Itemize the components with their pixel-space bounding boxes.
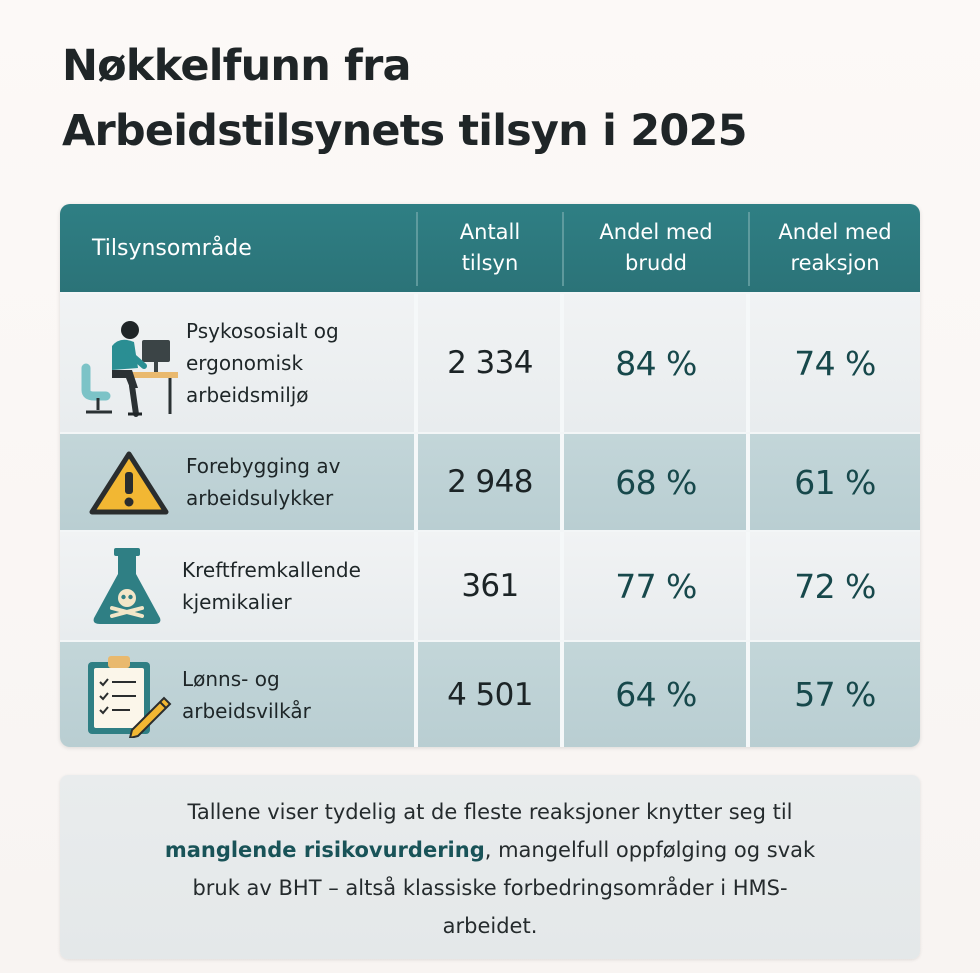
reaction-value: 57 % (794, 675, 876, 714)
warning-triangle-icon (88, 450, 170, 516)
table-row (60, 530, 920, 640)
breach-value: 64 % (615, 675, 697, 714)
chemical-flask-skull-icon (90, 546, 164, 628)
table-row (60, 640, 920, 747)
findings-table (60, 204, 920, 747)
reaction-value: 61 % (794, 462, 876, 502)
table-row (60, 432, 920, 530)
count-value: 2 948 (447, 464, 533, 500)
header-count: Antall tilsyn (459, 220, 521, 275)
note-highlight: manglende risikovurdering (164, 838, 485, 862)
area-label: Psykososialt og ergonomisk arbeidsmiljø (186, 319, 339, 407)
clipboard-checklist-icon (82, 652, 174, 738)
desk-worker-icon (72, 318, 182, 418)
header-breach: Andel med brudd (599, 220, 713, 275)
area-label: Forebygging av arbeidsulykker (186, 454, 341, 510)
header-area: Tilsynsområde (92, 235, 252, 261)
title-line-1: Nøkkelfunn fra (62, 41, 411, 91)
table-row (60, 292, 920, 432)
area-label: Lønns- og arbeidsvilkår (182, 666, 311, 723)
breach-value: 84 % (615, 343, 697, 383)
summary-note: Tallene viser tydelig at de fleste reaksjoner knytter seg til manglende risikovurdering, mangelfull oppfølging og svak bruk av BHT – altså klassiske forbedringsområder i HMS- arbeidet. (60, 775, 920, 959)
breach-value: 68 % (615, 462, 697, 502)
table-header (60, 204, 920, 292)
reaction-value: 72 % (794, 566, 876, 606)
breach-value: 77 % (615, 566, 697, 606)
header-reaction: Andel med reaksjon (778, 220, 892, 275)
title-line-2: Arbeidstilsynets tilsyn i 2025 (62, 106, 747, 156)
page-title (62, 34, 882, 164)
count-value: 2 334 (447, 345, 533, 381)
count-value: 4 501 (447, 676, 533, 713)
area-label: Kreftfremkallende kjemikalier (182, 558, 361, 614)
reaction-value: 74 % (794, 343, 876, 383)
count-value: 361 (461, 568, 519, 604)
